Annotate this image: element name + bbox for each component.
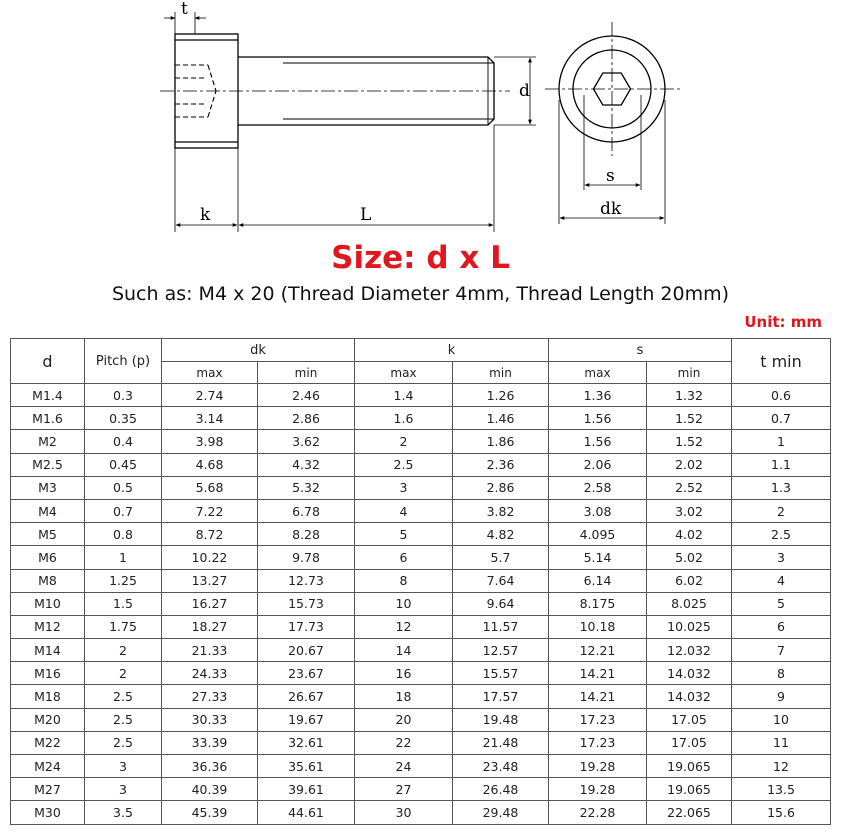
cell-pitch: 0.8: [85, 523, 162, 546]
cell-pitch: 0.7: [85, 499, 162, 522]
cell-pitch: 3.5: [85, 801, 162, 824]
cell-dk-min: 4.32: [258, 453, 355, 476]
cell-size: M2.5: [11, 453, 85, 476]
cell-pitch: 2.5: [85, 685, 162, 708]
cell-t-min: 5: [732, 592, 831, 615]
cell-size: M16: [11, 662, 85, 685]
cell-dk-max: 13.27: [162, 569, 258, 592]
cell-k-min: 1.46: [453, 407, 549, 430]
cell-k-max: 5: [355, 523, 453, 546]
cell-dk-min: 35.61: [258, 755, 355, 778]
table-row: [11, 778, 831, 801]
cell-t-min: 7: [732, 639, 831, 662]
header-k-min: min: [453, 362, 549, 384]
cell-t-min: 2: [732, 499, 831, 522]
cell-s-max: 6.14: [549, 569, 647, 592]
cell-s-max: 2.58: [549, 476, 647, 499]
cell-s-max: 4.095: [549, 523, 647, 546]
cell-t-min: 9: [732, 685, 831, 708]
cell-k-max: 8: [355, 569, 453, 592]
cell-pitch: 1.75: [85, 615, 162, 638]
cell-pitch: 0.3: [85, 384, 162, 407]
header-pitch: Pitch (p): [85, 339, 162, 384]
cell-k-min: 1.26: [453, 384, 549, 407]
cell-pitch: 2.5: [85, 731, 162, 754]
cell-pitch: 1.5: [85, 592, 162, 615]
cell-dk-max: 33.39: [162, 731, 258, 754]
cell-dk-max: 8.72: [162, 523, 258, 546]
header-s: s: [549, 339, 732, 362]
cell-dk-max: 40.39: [162, 778, 258, 801]
cell-s-max: 17.23: [549, 708, 647, 731]
cell-pitch: 0.5: [85, 476, 162, 499]
cell-k-min: 12.57: [453, 639, 549, 662]
cell-s-min: 22.065: [647, 801, 732, 824]
header-dk-max: max: [162, 362, 258, 384]
spec-table-body: [11, 384, 831, 825]
cell-k-max: 1.6: [355, 407, 453, 430]
table-row: [11, 755, 831, 778]
cell-s-min: 1.52: [647, 407, 732, 430]
cell-k-max: 27: [355, 778, 453, 801]
cell-size: M4: [11, 499, 85, 522]
table-row: [11, 453, 831, 476]
unit-label: Unit: mm: [744, 313, 822, 331]
cell-k-max: 14: [355, 639, 453, 662]
cell-k-max: 22: [355, 731, 453, 754]
header-k: k: [355, 339, 549, 362]
table-row: [11, 592, 831, 615]
cell-k-min: 2.86: [453, 476, 549, 499]
cell-pitch: 0.35: [85, 407, 162, 430]
header-d: d: [11, 339, 85, 384]
end-view: [545, 22, 680, 224]
table-row: [11, 430, 831, 453]
cell-t-min: 4: [732, 569, 831, 592]
label-k: k: [200, 205, 211, 225]
cell-t-min: 15.6: [732, 801, 831, 824]
cell-pitch: 0.45: [85, 453, 162, 476]
cell-s-max: 2.06: [549, 453, 647, 476]
cell-dk-min: 2.46: [258, 384, 355, 407]
table-row: [11, 476, 831, 499]
cell-k-max: 24: [355, 755, 453, 778]
size-title: Size: d x L: [331, 240, 510, 276]
cell-k-min: 3.82: [453, 499, 549, 522]
cell-s-max: 5.14: [549, 546, 647, 569]
label-t: t: [181, 0, 188, 19]
cell-size: M3: [11, 476, 85, 499]
cell-s-max: 10.18: [549, 615, 647, 638]
cell-dk-max: 24.33: [162, 662, 258, 685]
header-dk-min: min: [258, 362, 355, 384]
table-row: [11, 731, 831, 754]
cell-size: M30: [11, 801, 85, 824]
cell-k-max: 30: [355, 801, 453, 824]
cell-t-min: 8: [732, 662, 831, 685]
table-row: [11, 708, 831, 731]
cell-pitch: 2.5: [85, 708, 162, 731]
cell-s-max: 1.36: [549, 384, 647, 407]
table-row: [11, 639, 831, 662]
label-s: s: [606, 166, 615, 186]
cell-k-min: 19.48: [453, 708, 549, 731]
cell-pitch: 2: [85, 662, 162, 685]
cell-k-min: 17.57: [453, 685, 549, 708]
cell-k-min: 11.57: [453, 615, 549, 638]
cell-size: M18: [11, 685, 85, 708]
cell-s-min: 19.065: [647, 755, 732, 778]
cell-s-min: 5.02: [647, 546, 732, 569]
header-s-max: max: [549, 362, 647, 384]
cell-k-max: 4: [355, 499, 453, 522]
cell-dk-min: 23.67: [258, 662, 355, 685]
cell-k-min: 7.64: [453, 569, 549, 592]
cell-s-min: 10.025: [647, 615, 732, 638]
cell-s-max: 3.08: [549, 499, 647, 522]
cell-t-min: 12: [732, 755, 831, 778]
cell-dk-max: 2.74: [162, 384, 258, 407]
table-row: [11, 615, 831, 638]
cell-size: M6: [11, 546, 85, 569]
cell-pitch: 3: [85, 778, 162, 801]
cell-k-max: 2.5: [355, 453, 453, 476]
cell-s-max: 22.28: [549, 801, 647, 824]
cell-t-min: 1.1: [732, 453, 831, 476]
cell-t-min: 2.5: [732, 523, 831, 546]
cell-dk-max: 4.68: [162, 453, 258, 476]
cell-size: M5: [11, 523, 85, 546]
table-row: [11, 384, 831, 407]
cell-pitch: 2: [85, 639, 162, 662]
cell-dk-min: 8.28: [258, 523, 355, 546]
cell-dk-max: 16.27: [162, 592, 258, 615]
cell-dk-min: 5.32: [258, 476, 355, 499]
cell-s-max: 19.28: [549, 755, 647, 778]
header-dk: dk: [162, 339, 355, 362]
cell-s-min: 17.05: [647, 708, 732, 731]
cell-size: M20: [11, 708, 85, 731]
cell-s-min: 4.02: [647, 523, 732, 546]
cell-dk-min: 12.73: [258, 569, 355, 592]
cell-dk-max: 27.33: [162, 685, 258, 708]
cell-k-max: 10: [355, 592, 453, 615]
cell-s-max: 1.56: [549, 430, 647, 453]
cell-dk-min: 9.78: [258, 546, 355, 569]
cell-s-max: 14.21: [549, 662, 647, 685]
cell-dk-min: 17.73: [258, 615, 355, 638]
table-row: [11, 499, 831, 522]
cell-t-min: 0.6: [732, 384, 831, 407]
cell-k-min: 15.57: [453, 662, 549, 685]
cell-s-min: 14.032: [647, 685, 732, 708]
cell-size: M2: [11, 430, 85, 453]
cell-size: M12: [11, 615, 85, 638]
cell-s-min: 12.032: [647, 639, 732, 662]
cell-size: M24: [11, 755, 85, 778]
cell-s-min: 14.032: [647, 662, 732, 685]
cell-dk-max: 45.39: [162, 801, 258, 824]
cell-t-min: 1: [732, 430, 831, 453]
cell-size: M10: [11, 592, 85, 615]
cell-s-max: 19.28: [549, 778, 647, 801]
cell-s-max: 12.21: [549, 639, 647, 662]
screw-technical-drawing: [0, 0, 841, 240]
table-row: [11, 546, 831, 569]
cell-dk-max: 18.27: [162, 615, 258, 638]
cell-k-max: 18: [355, 685, 453, 708]
cell-dk-max: 5.68: [162, 476, 258, 499]
cell-dk-max: 21.33: [162, 639, 258, 662]
cell-dk-min: 20.67: [258, 639, 355, 662]
cell-s-min: 6.02: [647, 569, 732, 592]
cell-dk-max: 7.22: [162, 499, 258, 522]
cell-t-min: 1.3: [732, 476, 831, 499]
cell-s-max: 8.175: [549, 592, 647, 615]
cell-pitch: 3: [85, 755, 162, 778]
label-d: d: [519, 81, 530, 101]
cell-k-max: 2: [355, 430, 453, 453]
cell-dk-min: 3.62: [258, 430, 355, 453]
cell-dk-min: 15.73: [258, 592, 355, 615]
cell-s-min: 1.52: [647, 430, 732, 453]
cell-k-max: 16: [355, 662, 453, 685]
cell-t-min: 11: [732, 731, 831, 754]
cell-pitch: 1.25: [85, 569, 162, 592]
cell-t-min: 13.5: [732, 778, 831, 801]
cell-s-max: 14.21: [549, 685, 647, 708]
table-row: [11, 569, 831, 592]
cell-size: M22: [11, 731, 85, 754]
cell-s-min: 2.02: [647, 453, 732, 476]
table-row: [11, 523, 831, 546]
cell-dk-min: 19.67: [258, 708, 355, 731]
cell-k-min: 9.64: [453, 592, 549, 615]
cell-dk-min: 2.86: [258, 407, 355, 430]
cell-t-min: 3: [732, 546, 831, 569]
cell-k-max: 6: [355, 546, 453, 569]
header-t-min: t min: [732, 339, 831, 384]
screw-spec-table: [10, 338, 831, 825]
cell-s-min: 1.32: [647, 384, 732, 407]
cell-size: M14: [11, 639, 85, 662]
cell-dk-min: 26.67: [258, 685, 355, 708]
cell-dk-max: 3.98: [162, 430, 258, 453]
cell-s-max: 17.23: [549, 731, 647, 754]
cell-t-min: 0.7: [732, 407, 831, 430]
cell-dk-min: 44.61: [258, 801, 355, 824]
cell-k-min: 26.48: [453, 778, 549, 801]
cell-pitch: 0.4: [85, 430, 162, 453]
table-row: [11, 407, 831, 430]
cell-s-min: 17.05: [647, 731, 732, 754]
cell-t-min: 6: [732, 615, 831, 638]
cell-s-min: 3.02: [647, 499, 732, 522]
cell-k-max: 12: [355, 615, 453, 638]
cell-size: M1.4: [11, 384, 85, 407]
cell-t-min: 10: [732, 708, 831, 731]
table-row: [11, 662, 831, 685]
cell-dk-min: 39.61: [258, 778, 355, 801]
cell-s-min: 2.52: [647, 476, 732, 499]
cell-dk-min: 6.78: [258, 499, 355, 522]
side-view: [160, 12, 536, 232]
cell-size: M1.6: [11, 407, 85, 430]
cell-k-max: 20: [355, 708, 453, 731]
size-example: Such as: M4 x 20 (Thread Diameter 4mm, Thread Length 20mm): [111, 283, 730, 305]
cell-dk-max: 36.36: [162, 755, 258, 778]
table-row: [11, 801, 831, 824]
cell-pitch: 1: [85, 546, 162, 569]
cell-k-max: 3: [355, 476, 453, 499]
header-k-max: max: [355, 362, 453, 384]
cell-k-min: 23.48: [453, 755, 549, 778]
cell-k-min: 1.86: [453, 430, 549, 453]
cell-s-min: 8.025: [647, 592, 732, 615]
cell-size: M8: [11, 569, 85, 592]
cell-k-min: 2.36: [453, 453, 549, 476]
cell-k-min: 4.82: [453, 523, 549, 546]
header-s-min: min: [647, 362, 732, 384]
cell-dk-max: 3.14: [162, 407, 258, 430]
cell-size: M27: [11, 778, 85, 801]
cell-dk-max: 10.22: [162, 546, 258, 569]
cell-s-max: 1.56: [549, 407, 647, 430]
cell-k-min: 5.7: [453, 546, 549, 569]
cell-k-max: 1.4: [355, 384, 453, 407]
label-L: L: [360, 205, 372, 225]
cell-s-min: 19.065: [647, 778, 732, 801]
label-dk: dk: [600, 199, 622, 219]
table-row: [11, 685, 831, 708]
cell-k-min: 21.48: [453, 731, 549, 754]
cell-dk-max: 30.33: [162, 708, 258, 731]
cell-k-min: 29.48: [453, 801, 549, 824]
cell-dk-min: 32.61: [258, 731, 355, 754]
